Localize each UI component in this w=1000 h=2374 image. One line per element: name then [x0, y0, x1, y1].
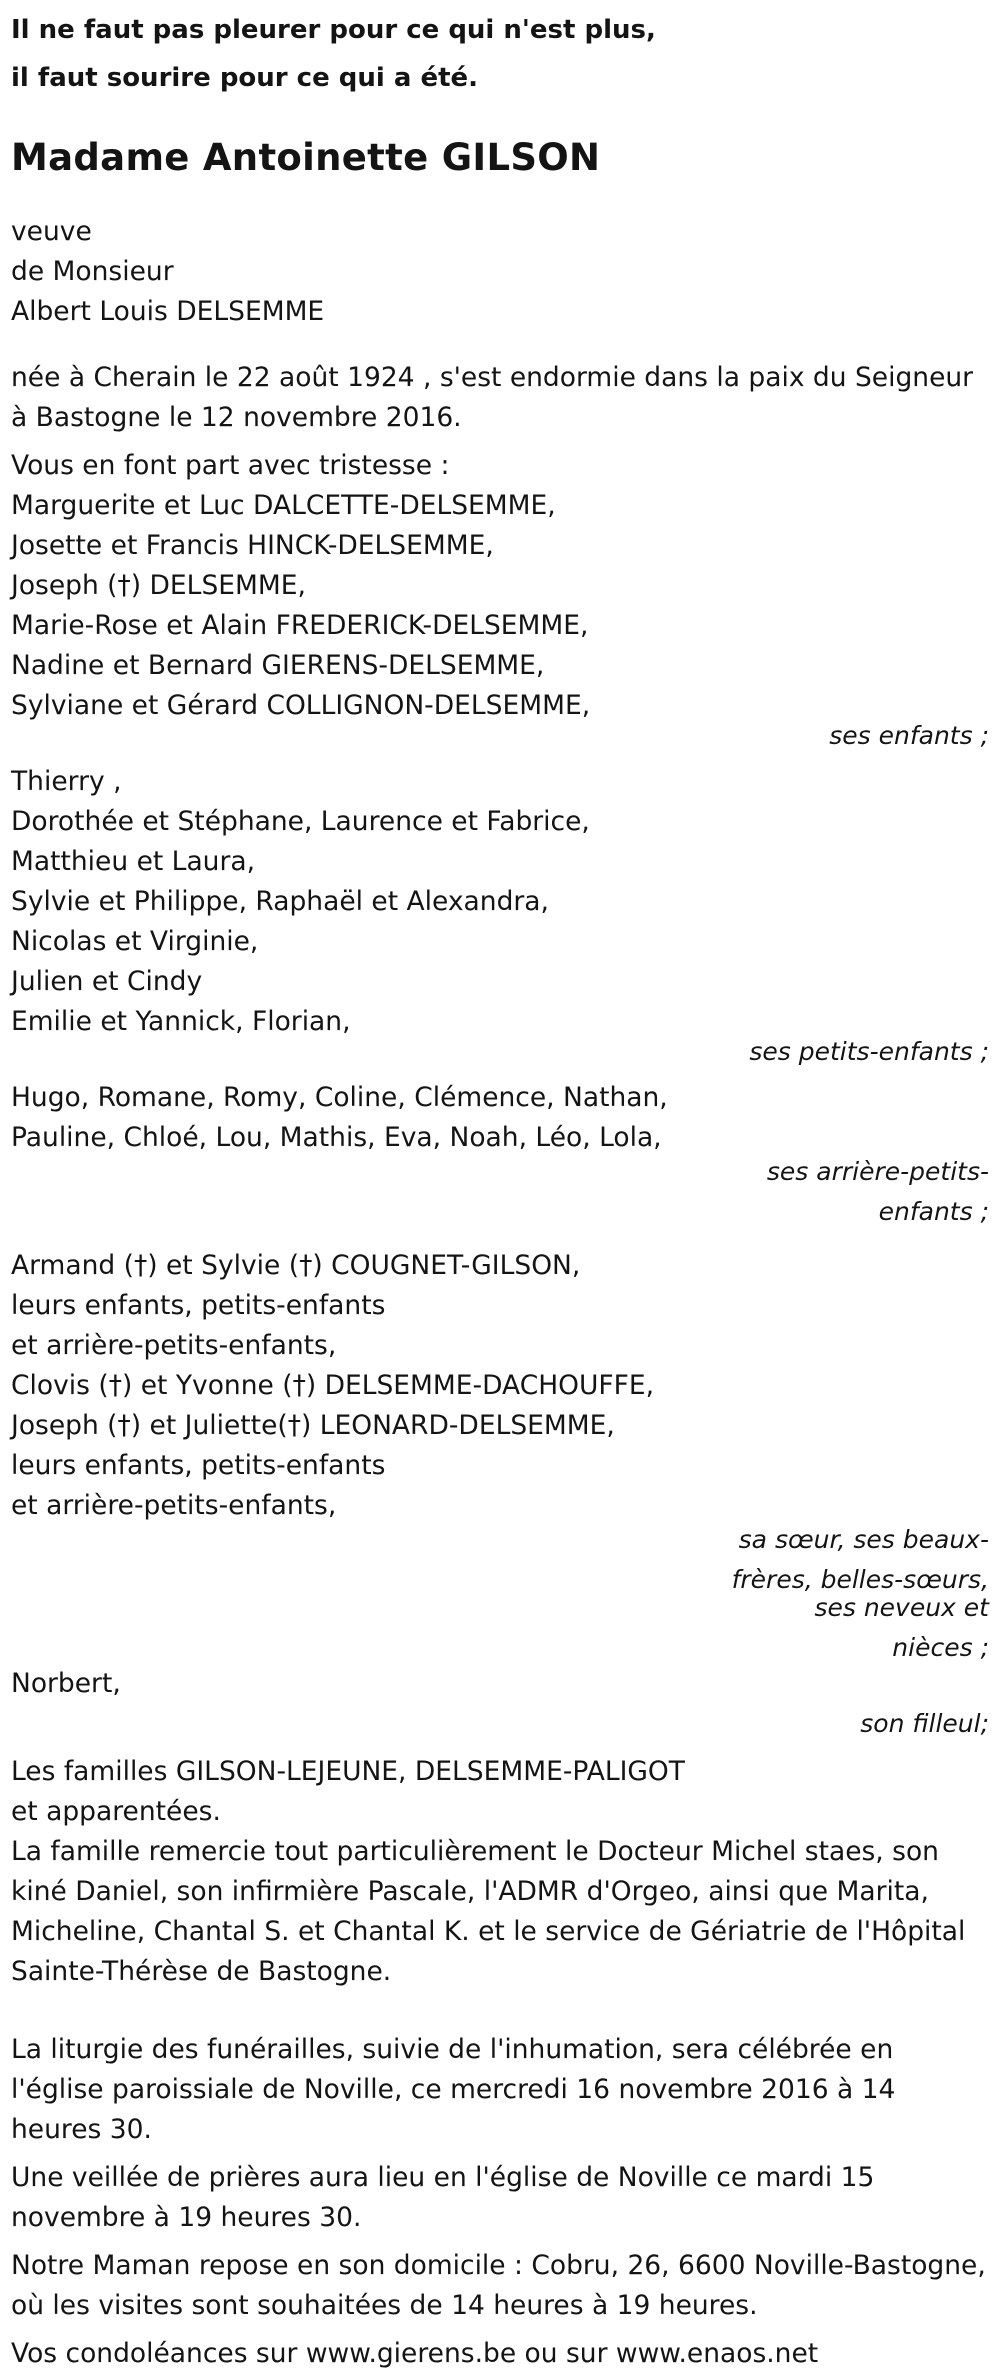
child-entry: Joseph (†) DELSEMME, — [11, 570, 306, 601]
great-grandchild-entry: Pauline, Chloé, Lou, Mathis, Eva, Noah, Léo, Lola, — [11, 1122, 662, 1153]
grandchild-entry: Thierry , — [11, 766, 122, 797]
grandchild-entry: Emilie et Yannick, Florian, — [11, 1006, 351, 1037]
birth-death-text: née à Cherain le 22 août 1924 , s'est endormie dans la paix du Seigneur à Bastogne le 12 novembre 2016. — [11, 362, 974, 433]
grandchild-entry: Julien et Cindy — [11, 966, 203, 997]
widow-line: de Monsieur — [11, 256, 174, 287]
epigraph — [11, 0, 989, 102]
children-role-label: ses enfants ; — [829, 721, 989, 750]
epigraph-line: il faut sourire pour ce qui a été. — [11, 63, 479, 93]
godson-entry: Norbert, — [11, 1668, 121, 1699]
sibling-entry: leurs enfants, petits-enfants — [11, 1290, 386, 1321]
grandchildren-role-label: ses petits-enfants ; — [749, 1037, 989, 1066]
epigraph-line: Il ne faut pas pleurer pour ce qui n'est plus, — [11, 15, 656, 45]
widow-of — [11, 212, 989, 332]
great-grandchild-entry: Hugo, Romane, Romy, Coline, Clémence, Nathan, — [11, 1082, 668, 1113]
grandchild-entry: Dorothée et Stéphane, Laurence et Fabrice, — [11, 806, 590, 837]
godson-role-label: son filleul; — [860, 1709, 989, 1738]
sibling-entry: et arrière-petits-enfants, — [11, 1490, 337, 1521]
child-entry: Josette et Francis HINCK-DELSEMME, — [11, 530, 494, 561]
announce-text: Vous en font part avec tristesse : — [11, 450, 450, 481]
repose-text: Notre Maman repose en son domicile : Cobru, 26, 6600 Noville-Bastogne, où les visites sont souhaitées de 14 heures à 19 heures. — [11, 2250, 986, 2321]
grandchild-entry: Sylvie et Philippe, Raphaël et Alexandra, — [11, 886, 549, 917]
sibling-entry: leurs enfants, petits-enfants — [11, 1450, 386, 1481]
grandchildren-section — [11, 762, 989, 1072]
obituary-page — [11, 0, 989, 2369]
sibling-entry: et arrière-petits-enfants, — [11, 1330, 337, 1361]
great-grandchildren-section — [11, 1078, 989, 1232]
widow-line: Albert Louis DELSEMME — [11, 296, 325, 327]
sibling-entry: Clovis (†) et Yvonne (†) DELSEMME-DACHOUFFE, — [11, 1370, 655, 1401]
siblings-section — [11, 1246, 989, 1668]
nephews-role-label: ses neveux et nièces ; — [814, 1593, 989, 1662]
family-entry: et apparentées. — [11, 1796, 221, 1827]
condolences-text: Vos condoléances sur www.gierens.be ou sur www.enaos.net — [11, 2338, 819, 2369]
siblings-role-label: sa sœur, ses beaux-frères, belles-sœurs, — [731, 1525, 989, 1594]
great-grandchildren-role-label: ses arrière-petits-enfants ; — [766, 1157, 989, 1226]
thanks-text: La famille remercie tout particulièrement le Docteur Michel staes, son kiné Daniel, son infirmière Pascale, l'ADMR d'Orgeo, ainsi que Marita, Micheline, Chantal S. et Chantal K. et le service de Gériatrie de l'Hôpital Sainte-Thérèse de Bastogne. — [11, 1836, 966, 1987]
funeral-text: La liturgie des funérailles, suivie de l'inhumation, sera célébrée en l'église paroissiale de Noville, ce mercredi 16 novembre 2016 à 14 heures 30. — [11, 2034, 896, 2145]
children-section — [11, 446, 989, 756]
child-entry: Marie-Rose et Alain FREDERICK-DELSEMME, — [11, 610, 589, 641]
deceased-name: Madame Antoinette GILSON — [11, 136, 601, 179]
godson-section — [11, 1664, 989, 1744]
sibling-entry: Armand (†) et Sylvie (†) COUGNET-GILSON, — [11, 1250, 581, 1281]
families-section — [11, 1752, 989, 1832]
vigil-text: Une veillée de prières aura lieu en l'église de Noville ce mardi 15 novembre à 19 heures 30. — [11, 2162, 875, 2233]
child-entry: Sylviane et Gérard COLLIGNON-DELSEMME, — [11, 690, 591, 721]
widow-line: veuve — [11, 216, 92, 247]
grandchild-entry: Nicolas et Virginie, — [11, 926, 259, 957]
family-entry: Les familles GILSON-LEJEUNE, DELSEMME-PALIGOT — [11, 1756, 685, 1787]
sibling-entry: Joseph (†) et Juliette(†) LEONARD-DELSEMME, — [11, 1410, 615, 1441]
child-entry: Nadine et Bernard GIERENS-DELSEMME, — [11, 650, 545, 681]
child-entry: Marguerite et Luc DALCETTE-DELSEMME, — [11, 490, 556, 521]
grandchild-entry: Matthieu et Laura, — [11, 846, 256, 877]
